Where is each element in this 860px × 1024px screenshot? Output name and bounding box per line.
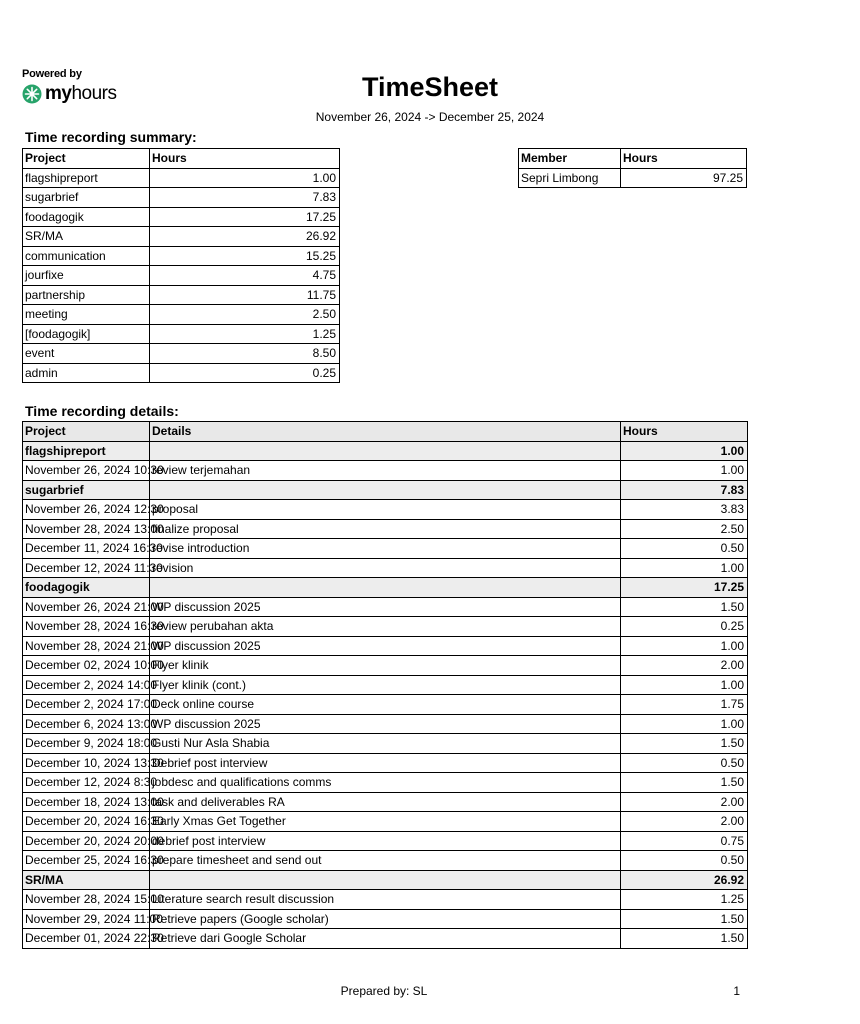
summary-project-cell: SR/MA	[23, 227, 150, 247]
entry-date-cell: November 26, 2024 10:30	[23, 461, 150, 481]
entry-detail-cell: task and deliverables RA	[150, 792, 621, 812]
group-details-cell	[150, 870, 621, 890]
entry-date-cell: November 29, 2024 11:00	[23, 909, 150, 929]
entry-detail-cell: review perubahan akta	[150, 617, 621, 637]
entry-detail-cell: Retrieve dari Google Scholar	[150, 929, 621, 949]
entry-hours-cell: 1.75	[621, 695, 748, 715]
entry-detail-cell: jobdesc and qualifications comms	[150, 773, 621, 793]
summary-hours-cell: 11.75	[150, 285, 340, 305]
entry-detail-cell: revise introduction	[150, 539, 621, 559]
summary-project-cell: admin	[23, 363, 150, 383]
entry-date-cell: November 26, 2024 12:30	[23, 500, 150, 520]
entry-hours-cell: 1.00	[621, 714, 748, 734]
entry-date-cell: December 11, 2024 16:30	[23, 539, 150, 559]
entry-detail-cell: Literature search result discussion	[150, 890, 621, 910]
entry-hours-cell: 1.50	[621, 929, 748, 949]
summary-project-cell: communication	[23, 246, 150, 266]
entry-detail-cell: WP discussion 2025	[150, 714, 621, 734]
entry-detail-cell: Flyer klinik	[150, 656, 621, 676]
entry-row	[23, 773, 748, 793]
entry-detail-cell: Gusti Nur Asla Shabia	[150, 734, 621, 754]
entry-hours-cell: 2.00	[621, 656, 748, 676]
entry-hours-cell: 1.00	[621, 636, 748, 656]
entry-date-cell: December 12, 2024 11:30	[23, 558, 150, 578]
details-heading: Time recording details:	[25, 403, 179, 419]
entry-hours-cell: 0.50	[621, 539, 748, 559]
entry-row	[23, 812, 748, 832]
member-name-cell: Sepri Limbong	[519, 168, 621, 188]
member-hours-cell: 97.25	[621, 168, 747, 188]
entry-detail-cell: debrief post interview	[150, 831, 621, 851]
entry-row	[23, 597, 748, 617]
summary-row	[23, 168, 340, 188]
entry-date-cell: December 25, 2024 16:30	[23, 851, 150, 871]
entry-row	[23, 695, 748, 715]
entry-detail-cell: review terjemahan	[150, 461, 621, 481]
group-total-cell: 1.00	[621, 441, 748, 461]
entry-detail-cell: Early Xmas Get Together	[150, 812, 621, 832]
group-project-cell: flagshipreport	[23, 441, 150, 461]
group-details-cell	[150, 480, 621, 500]
entry-hours-cell: 1.50	[621, 734, 748, 754]
entry-detail-cell: finalize proposal	[150, 519, 621, 539]
entry-hours-cell: 0.25	[621, 617, 748, 637]
entry-row	[23, 753, 748, 773]
entry-date-cell: November 28, 2024 13:00	[23, 519, 150, 539]
entry-detail-cell: Retrieve papers (Google scholar)	[150, 909, 621, 929]
page-title: TimeSheet	[361, 72, 499, 102]
entry-date-cell: December 12, 2024 8:30	[23, 773, 150, 793]
entry-date-cell: December 18, 2024 13:00	[23, 792, 150, 812]
entry-row	[23, 675, 748, 695]
entry-date-cell: December 01, 2024 22:30	[23, 929, 150, 949]
entry-date-cell: December 2, 2024 17:00	[23, 695, 150, 715]
entry-row	[23, 539, 748, 559]
entry-detail-cell: WP discussion 2025	[150, 597, 621, 617]
entry-date-cell: November 26, 2024 21:00	[23, 597, 150, 617]
entry-detail-cell: Debrief post interview	[150, 753, 621, 773]
entry-detail-cell: WP discussion 2025	[150, 636, 621, 656]
summary-row	[23, 363, 340, 383]
summary-hours-cell: 7.83	[150, 188, 340, 208]
group-total-cell: 26.92	[621, 870, 748, 890]
brand-name-bold: my	[45, 83, 72, 104]
summary-project-cell: meeting	[23, 305, 150, 325]
entry-hours-cell: 3.83	[621, 500, 748, 520]
project-group-row	[23, 441, 748, 461]
member-header: Member	[519, 149, 621, 169]
summary-row	[23, 285, 340, 305]
entry-date-cell: December 20, 2024 16:30	[23, 812, 150, 832]
entry-row	[23, 656, 748, 676]
group-project-cell: SR/MA	[23, 870, 150, 890]
group-details-cell	[150, 578, 621, 598]
details-hours-header: Hours	[621, 422, 748, 442]
group-total-cell: 17.25	[621, 578, 748, 598]
summary-project-cell: jourfixe	[23, 266, 150, 286]
details-project-header: Project	[23, 422, 150, 442]
entry-hours-cell: 2.50	[621, 519, 748, 539]
entry-row	[23, 734, 748, 754]
entry-date-cell: December 02, 2024 10:00	[23, 656, 150, 676]
summary-project-header: Project	[23, 149, 150, 169]
entry-detail-cell: revision	[150, 558, 621, 578]
group-project-cell: foodagogik	[23, 578, 150, 598]
summary-hours-cell: 2.50	[150, 305, 340, 325]
page-number: 1	[733, 984, 740, 998]
entry-date-cell: December 6, 2024 13:00	[23, 714, 150, 734]
entry-row	[23, 929, 748, 949]
summary-row	[23, 266, 340, 286]
summary-project-cell: sugarbrief	[23, 188, 150, 208]
entry-hours-cell: 1.50	[621, 909, 748, 929]
entry-row	[23, 558, 748, 578]
entry-date-cell: December 2, 2024 14:00	[23, 675, 150, 695]
summary-row	[23, 246, 340, 266]
details-details-header: Details	[150, 422, 621, 442]
summary-row	[23, 227, 340, 247]
entry-row	[23, 461, 748, 481]
entry-hours-cell: 0.50	[621, 851, 748, 871]
entry-row	[23, 831, 748, 851]
entry-date-cell: November 28, 2024 15:00	[23, 890, 150, 910]
summary-hours-header: Hours	[150, 149, 340, 169]
group-details-cell	[150, 441, 621, 461]
entry-row	[23, 617, 748, 637]
entry-date-cell: December 10, 2024 13:30	[23, 753, 150, 773]
prepared-by: Prepared by: SL	[340, 984, 428, 998]
date-range: November 26, 2024 -> December 25, 2024	[315, 110, 545, 124]
entry-hours-cell: 0.50	[621, 753, 748, 773]
entry-row	[23, 890, 748, 910]
entry-row	[23, 519, 748, 539]
entry-hours-cell: 2.00	[621, 812, 748, 832]
entry-row	[23, 714, 748, 734]
entry-row	[23, 636, 748, 656]
summary-project-cell: foodagogik	[23, 207, 150, 227]
entry-row	[23, 500, 748, 520]
entry-hours-cell: 0.75	[621, 831, 748, 851]
entry-date-cell: November 28, 2024 21:00	[23, 636, 150, 656]
entry-hours-cell: 1.25	[621, 890, 748, 910]
summary-project-cell: [foodagogik]	[23, 324, 150, 344]
entry-hours-cell: 1.50	[621, 773, 748, 793]
summary-hours-cell: 4.75	[150, 266, 340, 286]
powered-by-label: Powered by	[22, 68, 82, 80]
entry-row	[23, 851, 748, 871]
project-group-row	[23, 578, 748, 598]
summary-hours-cell: 8.50	[150, 344, 340, 364]
summary-table	[22, 148, 340, 383]
summary-hours-cell: 1.25	[150, 324, 340, 344]
entry-hours-cell: 1.00	[621, 461, 748, 481]
entry-detail-cell: prepare timesheet and send out	[150, 851, 621, 871]
entry-hours-cell: 1.00	[621, 675, 748, 695]
summary-project-cell: flagshipreport	[23, 168, 150, 188]
summary-project-cell: event	[23, 344, 150, 364]
member-row	[519, 168, 747, 188]
entry-detail-cell: Flyer klinik (cont.)	[150, 675, 621, 695]
summary-hours-cell: 0.25	[150, 363, 340, 383]
summary-hours-cell: 15.25	[150, 246, 340, 266]
details-table	[22, 421, 748, 949]
project-group-row	[23, 870, 748, 890]
summary-row	[23, 344, 340, 364]
group-project-cell: sugarbrief	[23, 480, 150, 500]
summary-row	[23, 305, 340, 325]
entry-detail-cell: Deck online course	[150, 695, 621, 715]
entry-date-cell: December 20, 2024 20:00	[23, 831, 150, 851]
summary-hours-cell: 17.25	[150, 207, 340, 227]
summary-row	[23, 188, 340, 208]
entry-detail-cell: proposal	[150, 500, 621, 520]
entry-row	[23, 909, 748, 929]
member-table	[518, 148, 747, 188]
entry-hours-cell: 1.00	[621, 558, 748, 578]
project-group-row	[23, 480, 748, 500]
summary-hours-cell: 1.00	[150, 168, 340, 188]
summary-row	[23, 324, 340, 344]
member-hours-header: Hours	[621, 149, 747, 169]
entry-date-cell: December 9, 2024 18:00	[23, 734, 150, 754]
group-total-cell: 7.83	[621, 480, 748, 500]
entry-hours-cell: 2.00	[621, 792, 748, 812]
entry-row	[23, 792, 748, 812]
brand-name-light: hours	[71, 83, 117, 104]
entry-date-cell: November 28, 2024 16:30	[23, 617, 150, 637]
entry-hours-cell: 1.50	[621, 597, 748, 617]
summary-hours-cell: 26.92	[150, 227, 340, 247]
summary-heading: Time recording summary:	[25, 129, 197, 145]
summary-project-cell: partnership	[23, 285, 150, 305]
summary-row	[23, 207, 340, 227]
